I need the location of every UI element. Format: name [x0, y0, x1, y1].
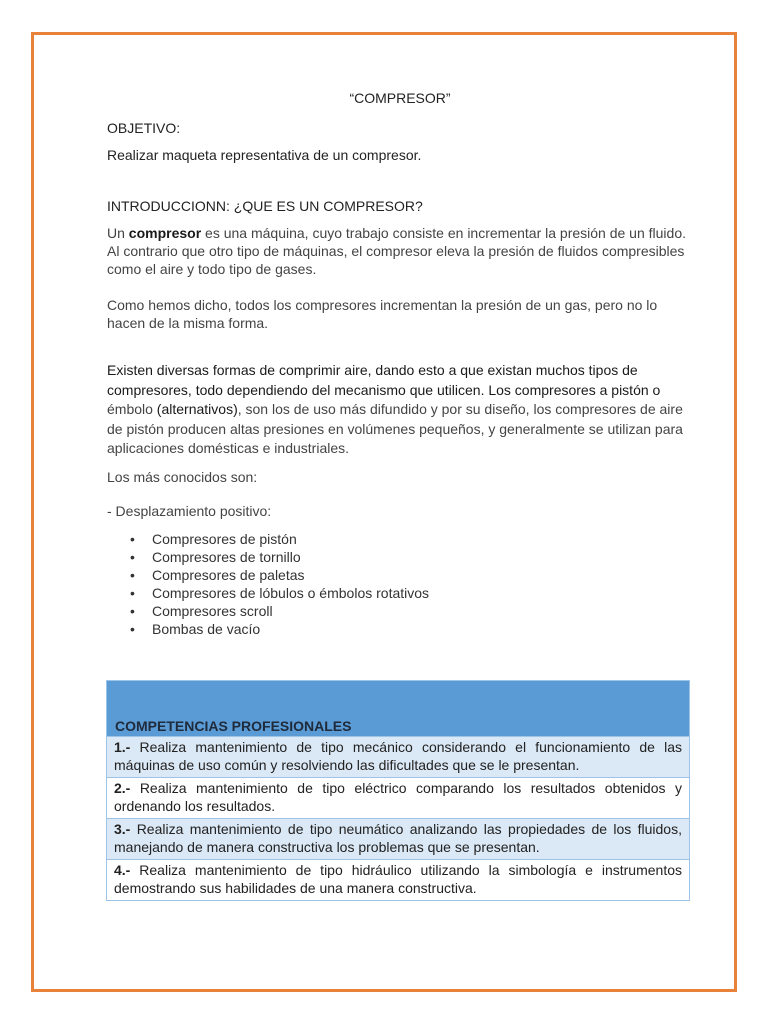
- bullet-icon: •: [130, 584, 135, 601]
- competencias-table: [106, 680, 690, 901]
- existen-paragraph: [107, 361, 693, 459]
- list-item-label: Compresores de tornillo: [152, 548, 301, 565]
- bullet-icon: •: [130, 566, 135, 583]
- row-text: Realiza mantenimiento de tipo hidráulico utilizando la simbología e instrumentos demostrando sus habilidades de una manera constructiva.: [114, 862, 682, 896]
- table-row: [107, 859, 689, 900]
- intro-p1-rest: es una máquina, cuyo trabajo consiste en incrementar la presión de un fluido. Al contrario que otro tipo de máquinas, el compresor eleva la presión de fluidos compresibles como el aire y todo tipo de gases.: [107, 225, 687, 277]
- competencias-header-label: COMPETENCIAS PROFESIONALES: [115, 718, 352, 734]
- row-text: Realiza mantenimiento de tipo mecánico considerando el funcionamiento de las máquinas de uso común y resolviendo las dificultades que se le presentan.: [114, 739, 682, 773]
- list-item-label: Compresores de lóbulos o émbolos rotativos: [152, 584, 430, 601]
- bullet-icon: •: [130, 620, 135, 637]
- desplazamiento-text: - Desplazamiento positivo:: [107, 502, 272, 519]
- objetivo-text: Realizar maqueta representativa de un compresor.: [107, 147, 422, 163]
- existen-part-c: (alternativos): [152, 401, 238, 417]
- list-item-label: Compresores de pistón: [152, 530, 297, 547]
- intro-paragraph-2: Como hemos dicho, todos los compresores incrementan la presión de un gas, pero no lo hacen de la misma forma.: [107, 297, 658, 331]
- bullet-icon: •: [130, 602, 135, 619]
- list-item: [130, 602, 693, 620]
- bullet-icon: •: [130, 530, 135, 547]
- competencias-header: [107, 681, 689, 736]
- existen-part-a: Existen diversas formas de comprimir aire, dando esto a que existan muchos tipos de compresores, todo dependiendo del mecanismo que utilicen. Los compresores a pistón o: [107, 362, 661, 398]
- table-row: [107, 777, 689, 818]
- intro-heading: INTRODUCCIONN: ¿QUE ES UN COMPRESOR?: [107, 198, 423, 214]
- document-title: “COMPRESOR”: [349, 90, 451, 106]
- list-item: [130, 620, 693, 638]
- intro-p1-prefix: Un: [107, 225, 129, 241]
- row-number: 3.-: [114, 821, 131, 837]
- row-number: 1.-: [114, 739, 131, 755]
- intro-p1-bold: compresor: [128, 225, 202, 241]
- list-item: [130, 584, 693, 602]
- list-item: [130, 548, 693, 566]
- row-number: 4.-: [114, 862, 131, 878]
- conocidos-text: Los más conocidos son:: [107, 468, 258, 485]
- list-item-label: Compresores de paletas: [152, 566, 305, 583]
- row-text: Realiza mantenimiento de tipo eléctrico comparando los resultados obtenidos y ordenando los resultados.: [114, 780, 682, 814]
- compressor-types-list: [107, 530, 693, 638]
- list-item: [130, 530, 693, 548]
- intro-paragraph-1: [107, 224, 693, 278]
- table-row: [107, 736, 689, 777]
- list-item: [130, 566, 693, 584]
- existen-part-d: , son los de uso más difundido y por su diseño, los compresores de aire de pistón producen altas presiones en volúmenes pequeños, y generalmente se utilizan para aplicaciones domésticas e industriales.: [107, 401, 683, 456]
- bullet-icon: •: [130, 548, 135, 565]
- list-item-label: Bombas de vacío: [152, 620, 261, 637]
- objetivo-label: OBJETIVO:: [107, 120, 181, 136]
- table-row: [107, 818, 689, 859]
- document-body: [107, 90, 693, 638]
- existen-part-b: émbolo: [107, 401, 153, 417]
- row-number: 2.-: [114, 780, 131, 796]
- row-text: Realiza mantenimiento de tipo neumático analizando las propiedades de los fluidos, manejando de manera constructiva los problemas que se presentan.: [114, 821, 682, 855]
- list-item-label: Compresores scroll: [152, 602, 273, 619]
